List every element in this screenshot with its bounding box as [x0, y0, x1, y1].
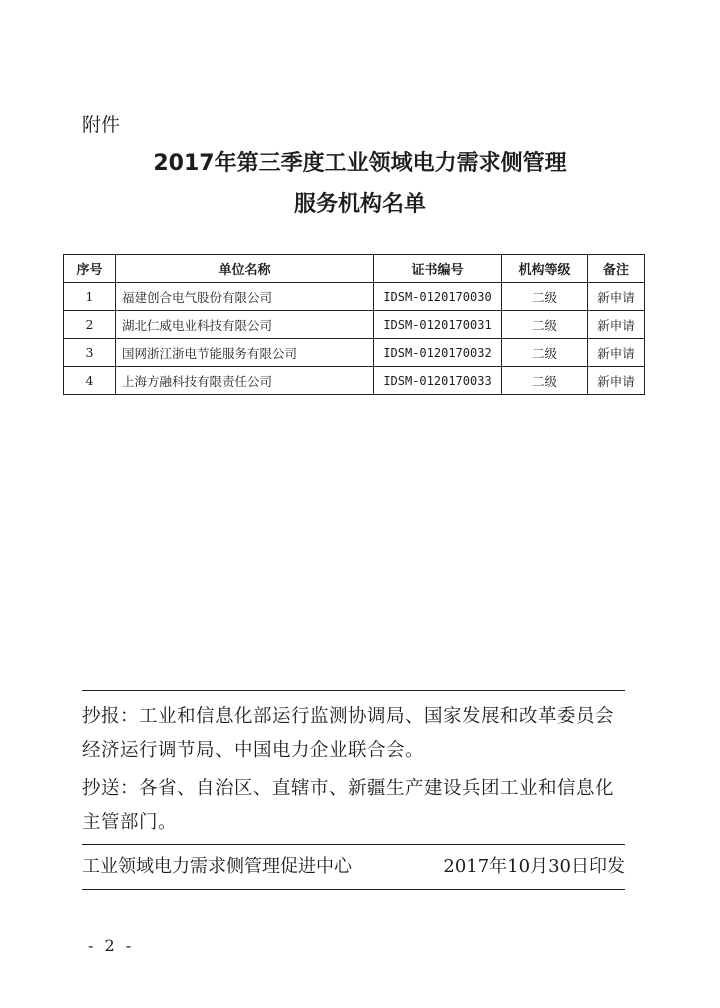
table-row: [64, 339, 645, 367]
divider-bottom: [82, 889, 625, 890]
header-remarks: 备注: [588, 255, 645, 283]
cell-certificate-number: IDSM-0120170033: [374, 367, 502, 395]
cc-report-text: 抄报：工业和信息化部运行监测协调局、国家发展和改革委员会经济运行调节局、中国电力企业联合会。: [82, 706, 615, 761]
cell-grade: 二级: [502, 367, 588, 395]
divider-top: [82, 690, 625, 691]
cell-remarks: 新申请: [588, 283, 645, 311]
cell-unit-name: 上海方融科技有限责任公司: [116, 367, 374, 395]
page-number: - 2 -: [88, 936, 135, 955]
cell-grade: 二级: [502, 311, 588, 339]
attachment-label: 附件: [82, 114, 121, 136]
cell-unit-name: 福建创合电气股份有限公司: [116, 283, 374, 311]
cell-certificate-number: IDSM-0120170032: [374, 339, 502, 367]
table-row: [64, 367, 645, 395]
cc-send-text: 抄送：各省、自治区、直辖市、新疆生产建设兵团工业和信息化主管部门。: [82, 778, 615, 833]
table-row: [64, 283, 645, 311]
cell-remarks: 新申请: [588, 311, 645, 339]
issuer-name: 工业领域电力需求侧管理促进中心: [82, 856, 352, 877]
cell-serial: 1: [64, 283, 116, 311]
issue-date: 2017年10月30日印发: [443, 856, 625, 877]
header-grade: 机构等级: [502, 255, 588, 283]
cell-grade: 二级: [502, 283, 588, 311]
cell-serial: 3: [64, 339, 116, 367]
cell-serial: 4: [64, 367, 116, 395]
cell-certificate-number: IDSM-0120170030: [374, 283, 502, 311]
document-title-line2: 服务机构名单: [293, 192, 426, 217]
cell-unit-name: 国网浙江浙电节能服务有限公司: [116, 339, 374, 367]
table-header-row: [64, 255, 645, 283]
table-row: [64, 311, 645, 339]
divider-middle: [82, 844, 625, 845]
service-organization-table: [63, 254, 645, 395]
cell-remarks: 新申请: [588, 339, 645, 367]
header-serial: 序号: [64, 255, 116, 283]
cell-unit-name: 湖北仁威电业科技有限公司: [116, 311, 374, 339]
header-unit-name: 单位名称: [116, 255, 374, 283]
cell-serial: 2: [64, 311, 116, 339]
header-certificate-number: 证书编号: [374, 255, 502, 283]
cell-remarks: 新申请: [588, 367, 645, 395]
cell-certificate-number: IDSM-0120170031: [374, 311, 502, 339]
document-title-line1: 2017年第三季度工业领域电力需求侧管理: [153, 151, 567, 176]
cell-grade: 二级: [502, 339, 588, 367]
